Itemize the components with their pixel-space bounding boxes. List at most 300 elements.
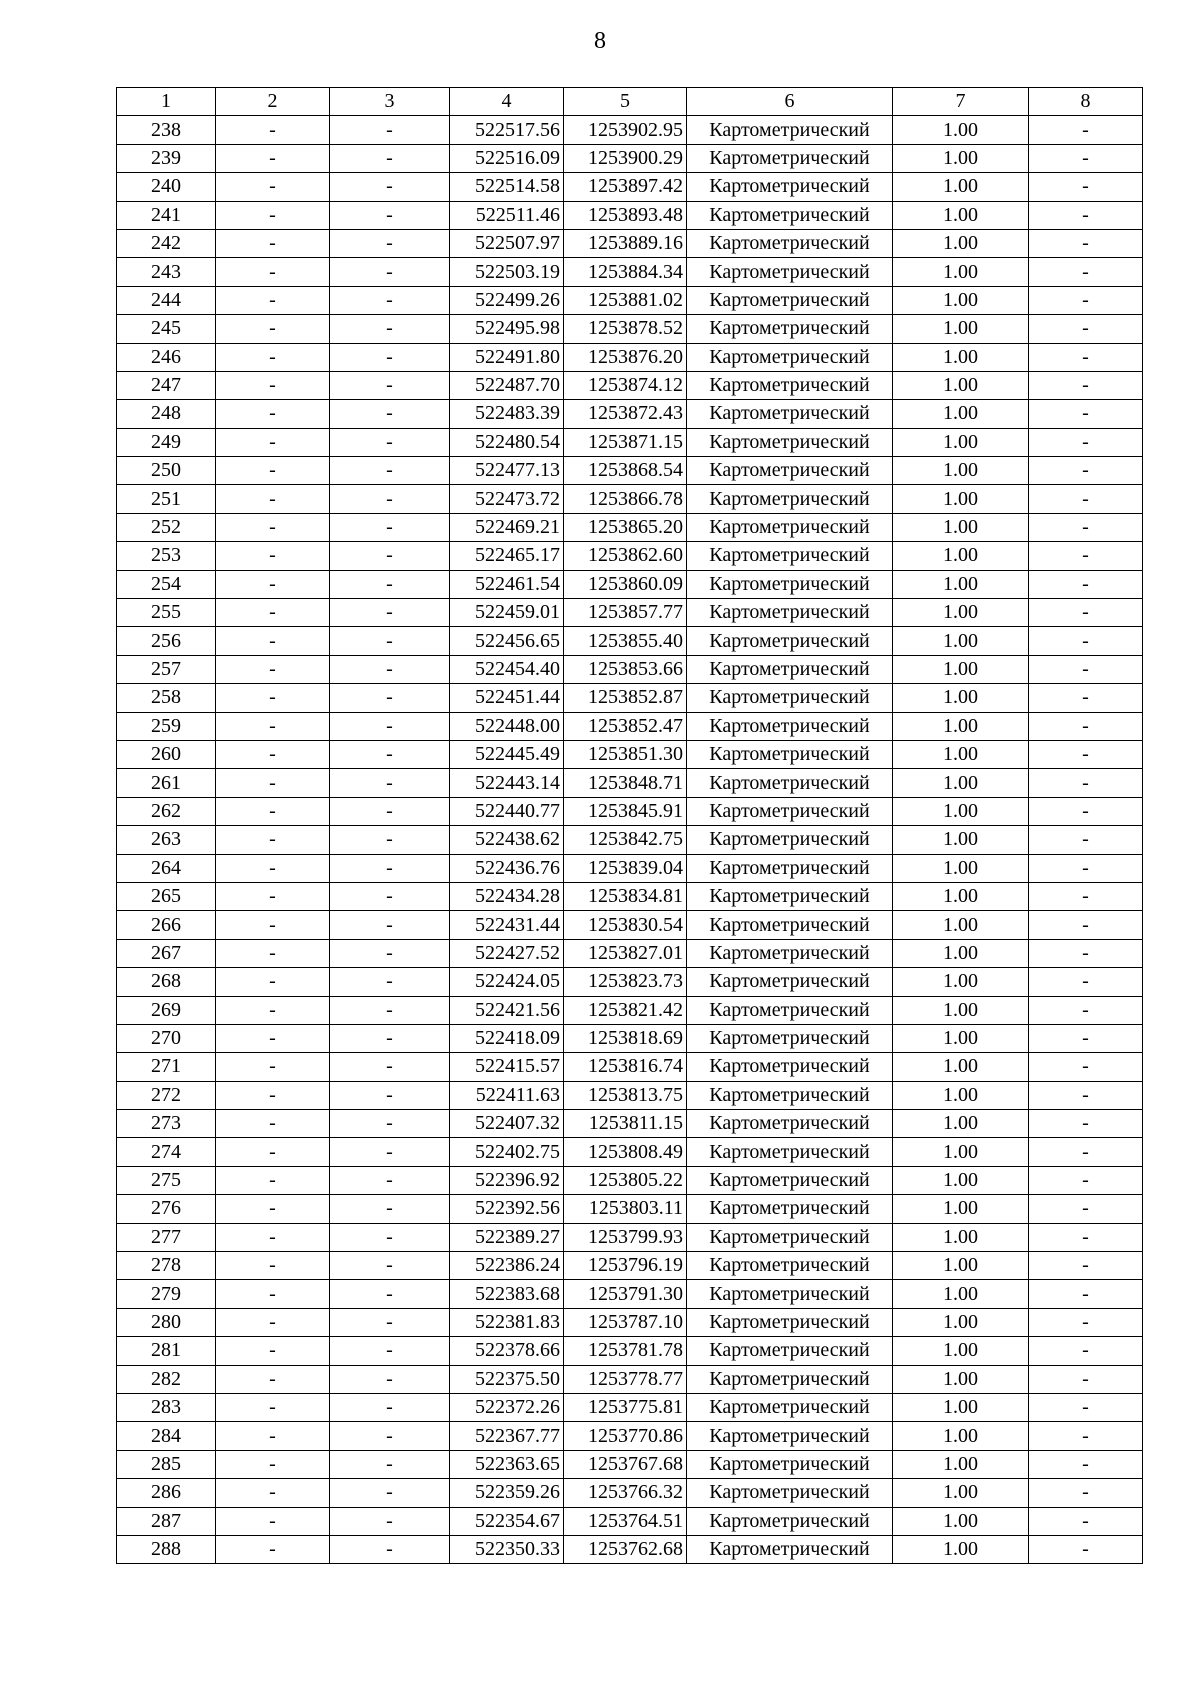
point-number-cell: 258 — [117, 684, 216, 712]
table-row — [117, 1223, 1143, 1251]
x-coordinate-cell: 522415.57 — [450, 1053, 564, 1081]
col2-cell: - — [216, 201, 330, 229]
table-row — [117, 201, 1143, 229]
y-coordinate-cell: 1253818.69 — [564, 1024, 687, 1052]
point-number-cell: 246 — [117, 343, 216, 371]
table-row — [117, 1337, 1143, 1365]
col2-cell: - — [216, 740, 330, 768]
y-coordinate-cell: 1253897.42 — [564, 173, 687, 201]
table-row — [117, 1422, 1143, 1450]
col3-cell: - — [330, 968, 450, 996]
method-cell: Картометрический — [687, 854, 893, 882]
accuracy-cell: 1.00 — [893, 655, 1029, 683]
y-coordinate-cell: 1253872.43 — [564, 400, 687, 428]
column-header-1: 1 — [117, 88, 216, 116]
accuracy-cell: 1.00 — [893, 315, 1029, 343]
accuracy-cell: 1.00 — [893, 826, 1029, 854]
col8-cell: - — [1029, 1535, 1143, 1563]
col2-cell: - — [216, 939, 330, 967]
point-number-cell: 240 — [117, 173, 216, 201]
method-cell: Картометрический — [687, 570, 893, 598]
y-coordinate-cell: 1253823.73 — [564, 968, 687, 996]
x-coordinate-cell: 522456.65 — [450, 627, 564, 655]
accuracy-cell: 1.00 — [893, 201, 1029, 229]
col8-cell: - — [1029, 968, 1143, 996]
table-row — [117, 1024, 1143, 1052]
accuracy-cell: 1.00 — [893, 173, 1029, 201]
y-coordinate-cell: 1253811.15 — [564, 1110, 687, 1138]
method-cell: Картометрический — [687, 400, 893, 428]
col3-cell: - — [330, 939, 450, 967]
method-cell: Картометрический — [687, 229, 893, 257]
col2-cell: - — [216, 542, 330, 570]
table-row — [117, 485, 1143, 513]
point-number-cell: 260 — [117, 740, 216, 768]
col2-cell: - — [216, 116, 330, 144]
col3-cell: - — [330, 542, 450, 570]
col3-cell: - — [330, 1252, 450, 1280]
col8-cell: - — [1029, 1138, 1143, 1166]
table-row — [117, 1280, 1143, 1308]
y-coordinate-cell: 1253852.47 — [564, 712, 687, 740]
point-number-cell: 275 — [117, 1166, 216, 1194]
table-row — [117, 400, 1143, 428]
accuracy-cell: 1.00 — [893, 968, 1029, 996]
y-coordinate-cell: 1253787.10 — [564, 1308, 687, 1336]
method-cell: Картометрический — [687, 315, 893, 343]
accuracy-cell: 1.00 — [893, 1393, 1029, 1421]
x-coordinate-cell: 522378.66 — [450, 1337, 564, 1365]
accuracy-cell: 1.00 — [893, 996, 1029, 1024]
col2-cell: - — [216, 258, 330, 286]
y-coordinate-cell: 1253766.32 — [564, 1479, 687, 1507]
point-number-cell: 278 — [117, 1252, 216, 1280]
col2-cell: - — [216, 1223, 330, 1251]
x-coordinate-cell: 522440.77 — [450, 797, 564, 825]
col2-cell: - — [216, 513, 330, 541]
method-cell: Картометрический — [687, 1138, 893, 1166]
x-coordinate-cell: 522383.68 — [450, 1280, 564, 1308]
table-row — [117, 1535, 1143, 1563]
table-row — [117, 1479, 1143, 1507]
y-coordinate-cell: 1253808.49 — [564, 1138, 687, 1166]
y-coordinate-cell: 1253853.66 — [564, 655, 687, 683]
col3-cell: - — [330, 684, 450, 712]
point-number-cell: 257 — [117, 655, 216, 683]
point-number-cell: 265 — [117, 882, 216, 910]
col3-cell: - — [330, 769, 450, 797]
point-number-cell: 281 — [117, 1337, 216, 1365]
method-cell: Картометрический — [687, 1479, 893, 1507]
col3-cell: - — [330, 400, 450, 428]
col3-cell: - — [330, 1138, 450, 1166]
x-coordinate-cell: 522443.14 — [450, 769, 564, 797]
col3-cell: - — [330, 258, 450, 286]
col8-cell: - — [1029, 1195, 1143, 1223]
x-coordinate-cell: 522389.27 — [450, 1223, 564, 1251]
table-row — [117, 996, 1143, 1024]
y-coordinate-cell: 1253796.19 — [564, 1252, 687, 1280]
method-cell: Картометрический — [687, 996, 893, 1024]
column-header-7: 7 — [893, 88, 1029, 116]
x-coordinate-cell: 522431.44 — [450, 911, 564, 939]
y-coordinate-cell: 1253857.77 — [564, 599, 687, 627]
method-cell: Картометрический — [687, 116, 893, 144]
col2-cell: - — [216, 1166, 330, 1194]
col8-cell: - — [1029, 173, 1143, 201]
x-coordinate-cell: 522418.09 — [450, 1024, 564, 1052]
method-cell: Картометрический — [687, 542, 893, 570]
x-coordinate-cell: 522461.54 — [450, 570, 564, 598]
table-row — [117, 428, 1143, 456]
method-cell: Картометрический — [687, 769, 893, 797]
y-coordinate-cell: 1253830.54 — [564, 911, 687, 939]
col2-cell: - — [216, 1195, 330, 1223]
x-coordinate-cell: 522473.72 — [450, 485, 564, 513]
table-row — [117, 286, 1143, 314]
x-coordinate-cell: 522381.83 — [450, 1308, 564, 1336]
table-row — [117, 797, 1143, 825]
col2-cell: - — [216, 712, 330, 740]
col8-cell: - — [1029, 1110, 1143, 1138]
table-row — [117, 684, 1143, 712]
col8-cell: - — [1029, 854, 1143, 882]
table-row — [117, 1110, 1143, 1138]
col2-cell: - — [216, 826, 330, 854]
point-number-cell: 269 — [117, 996, 216, 1024]
table-row — [117, 371, 1143, 399]
y-coordinate-cell: 1253834.81 — [564, 882, 687, 910]
method-cell: Картометрический — [687, 911, 893, 939]
table-row — [117, 116, 1143, 144]
accuracy-cell: 1.00 — [893, 1507, 1029, 1535]
col8-cell: - — [1029, 797, 1143, 825]
col8-cell: - — [1029, 1024, 1143, 1052]
col8-cell: - — [1029, 1308, 1143, 1336]
point-number-cell: 252 — [117, 513, 216, 541]
method-cell: Картометрический — [687, 343, 893, 371]
point-number-cell: 280 — [117, 1308, 216, 1336]
accuracy-cell: 1.00 — [893, 428, 1029, 456]
table-row — [117, 1393, 1143, 1421]
table-row — [117, 740, 1143, 768]
point-number-cell: 284 — [117, 1422, 216, 1450]
y-coordinate-cell: 1253848.71 — [564, 769, 687, 797]
point-number-cell: 250 — [117, 457, 216, 485]
table-row — [117, 939, 1143, 967]
table-row — [117, 457, 1143, 485]
x-coordinate-cell: 522495.98 — [450, 315, 564, 343]
col3-cell: - — [330, 655, 450, 683]
accuracy-cell: 1.00 — [893, 1422, 1029, 1450]
col3-cell: - — [330, 1308, 450, 1336]
y-coordinate-cell: 1253900.29 — [564, 144, 687, 172]
column-header-4: 4 — [450, 88, 564, 116]
col2-cell: - — [216, 485, 330, 513]
y-coordinate-cell: 1253855.40 — [564, 627, 687, 655]
col2-cell: - — [216, 570, 330, 598]
point-number-cell: 273 — [117, 1110, 216, 1138]
x-coordinate-cell: 522411.63 — [450, 1081, 564, 1109]
x-coordinate-cell: 522517.56 — [450, 116, 564, 144]
y-coordinate-cell: 1253799.93 — [564, 1223, 687, 1251]
col3-cell: - — [330, 428, 450, 456]
y-coordinate-cell: 1253878.52 — [564, 315, 687, 343]
col2-cell: - — [216, 1535, 330, 1563]
point-number-cell: 277 — [117, 1223, 216, 1251]
point-number-cell: 254 — [117, 570, 216, 598]
table-row — [117, 882, 1143, 910]
col2-cell: - — [216, 1024, 330, 1052]
col8-cell: - — [1029, 1450, 1143, 1478]
col8-cell: - — [1029, 1422, 1143, 1450]
col3-cell: - — [330, 1365, 450, 1393]
accuracy-cell: 1.00 — [893, 1024, 1029, 1052]
col2-cell: - — [216, 1365, 330, 1393]
y-coordinate-cell: 1253767.68 — [564, 1450, 687, 1478]
col8-cell: - — [1029, 343, 1143, 371]
accuracy-cell: 1.00 — [893, 1252, 1029, 1280]
point-number-cell: 271 — [117, 1053, 216, 1081]
col3-cell: - — [330, 599, 450, 627]
x-coordinate-cell: 522477.13 — [450, 457, 564, 485]
point-number-cell: 279 — [117, 1280, 216, 1308]
accuracy-cell: 1.00 — [893, 1166, 1029, 1194]
col3-cell: - — [330, 570, 450, 598]
accuracy-cell: 1.00 — [893, 769, 1029, 797]
table-row — [117, 144, 1143, 172]
point-number-cell: 242 — [117, 229, 216, 257]
table-row — [117, 343, 1143, 371]
table-row — [117, 627, 1143, 655]
table-row — [117, 542, 1143, 570]
x-coordinate-cell: 522469.21 — [450, 513, 564, 541]
x-coordinate-cell: 522451.44 — [450, 684, 564, 712]
accuracy-cell: 1.00 — [893, 513, 1029, 541]
method-cell: Картометрический — [687, 286, 893, 314]
method-cell: Картометрический — [687, 797, 893, 825]
col2-cell: - — [216, 1110, 330, 1138]
method-cell: Картометрический — [687, 1195, 893, 1223]
table-row — [117, 1166, 1143, 1194]
method-cell: Картометрический — [687, 1081, 893, 1109]
y-coordinate-cell: 1253889.16 — [564, 229, 687, 257]
accuracy-cell: 1.00 — [893, 542, 1029, 570]
point-number-cell: 266 — [117, 911, 216, 939]
x-coordinate-cell: 522386.24 — [450, 1252, 564, 1280]
col8-cell: - — [1029, 144, 1143, 172]
col8-cell: - — [1029, 286, 1143, 314]
y-coordinate-cell: 1253781.78 — [564, 1337, 687, 1365]
table-row — [117, 599, 1143, 627]
col2-cell: - — [216, 371, 330, 399]
table-row — [117, 258, 1143, 286]
y-coordinate-cell: 1253762.68 — [564, 1535, 687, 1563]
x-coordinate-cell: 522507.97 — [450, 229, 564, 257]
table-row — [117, 911, 1143, 939]
x-coordinate-cell: 522363.65 — [450, 1450, 564, 1478]
table-row — [117, 826, 1143, 854]
col3-cell: - — [330, 797, 450, 825]
page-number: 8 — [594, 28, 606, 54]
col2-cell: - — [216, 1422, 330, 1450]
accuracy-cell: 1.00 — [893, 627, 1029, 655]
table-row — [117, 712, 1143, 740]
point-number-cell: 267 — [117, 939, 216, 967]
accuracy-cell: 1.00 — [893, 599, 1029, 627]
x-coordinate-cell: 522396.92 — [450, 1166, 564, 1194]
table-row — [117, 1053, 1143, 1081]
x-coordinate-cell: 522491.80 — [450, 343, 564, 371]
method-cell: Картометрический — [687, 1422, 893, 1450]
x-coordinate-cell: 522372.26 — [450, 1393, 564, 1421]
col3-cell: - — [330, 513, 450, 541]
point-number-cell: 253 — [117, 542, 216, 570]
y-coordinate-cell: 1253813.75 — [564, 1081, 687, 1109]
col3-cell: - — [330, 1479, 450, 1507]
col2-cell: - — [216, 1138, 330, 1166]
x-coordinate-cell: 522480.54 — [450, 428, 564, 456]
col2-cell: - — [216, 1053, 330, 1081]
col3-cell: - — [330, 1450, 450, 1478]
point-number-cell: 268 — [117, 968, 216, 996]
accuracy-cell: 1.00 — [893, 485, 1029, 513]
table-row — [117, 1365, 1143, 1393]
point-number-cell: 259 — [117, 712, 216, 740]
col8-cell: - — [1029, 428, 1143, 456]
x-coordinate-cell: 522367.77 — [450, 1422, 564, 1450]
method-cell: Картометрический — [687, 428, 893, 456]
table-row — [117, 769, 1143, 797]
accuracy-cell: 1.00 — [893, 1110, 1029, 1138]
point-number-cell: 249 — [117, 428, 216, 456]
col8-cell: - — [1029, 1479, 1143, 1507]
table-row — [117, 854, 1143, 882]
method-cell: Картометрический — [687, 173, 893, 201]
y-coordinate-cell: 1253842.75 — [564, 826, 687, 854]
col3-cell: - — [330, 740, 450, 768]
y-coordinate-cell: 1253839.04 — [564, 854, 687, 882]
method-cell: Картометрический — [687, 1280, 893, 1308]
point-number-cell: 261 — [117, 769, 216, 797]
point-number-cell: 248 — [117, 400, 216, 428]
method-cell: Картометрический — [687, 968, 893, 996]
y-coordinate-cell: 1253805.22 — [564, 1166, 687, 1194]
col2-cell: - — [216, 1081, 330, 1109]
point-number-cell: 241 — [117, 201, 216, 229]
column-header-6: 6 — [687, 88, 893, 116]
accuracy-cell: 1.00 — [893, 1223, 1029, 1251]
col8-cell: - — [1029, 315, 1143, 343]
col8-cell: - — [1029, 400, 1143, 428]
col2-cell: - — [216, 684, 330, 712]
accuracy-cell: 1.00 — [893, 712, 1029, 740]
col3-cell: - — [330, 1535, 450, 1563]
y-coordinate-cell: 1253827.01 — [564, 939, 687, 967]
table-row — [117, 1308, 1143, 1336]
col2-cell: - — [216, 627, 330, 655]
method-cell: Картометрический — [687, 1393, 893, 1421]
point-number-cell: 285 — [117, 1450, 216, 1478]
method-cell: Картометрический — [687, 1110, 893, 1138]
col8-cell: - — [1029, 655, 1143, 683]
col2-cell: - — [216, 1450, 330, 1478]
col3-cell: - — [330, 286, 450, 314]
y-coordinate-cell: 1253775.81 — [564, 1393, 687, 1421]
accuracy-cell: 1.00 — [893, 911, 1029, 939]
point-number-cell: 287 — [117, 1507, 216, 1535]
col8-cell: - — [1029, 258, 1143, 286]
table-row — [117, 1195, 1143, 1223]
method-cell: Картометрический — [687, 1252, 893, 1280]
col3-cell: - — [330, 1280, 450, 1308]
method-cell: Картометрический — [687, 684, 893, 712]
point-number-cell: 282 — [117, 1365, 216, 1393]
x-coordinate-cell: 522402.75 — [450, 1138, 564, 1166]
col8-cell: - — [1029, 1166, 1143, 1194]
y-coordinate-cell: 1253845.91 — [564, 797, 687, 825]
col8-cell: - — [1029, 201, 1143, 229]
method-cell: Картометрический — [687, 513, 893, 541]
accuracy-cell: 1.00 — [893, 229, 1029, 257]
y-coordinate-cell: 1253865.20 — [564, 513, 687, 541]
y-coordinate-cell: 1253860.09 — [564, 570, 687, 598]
accuracy-cell: 1.00 — [893, 400, 1029, 428]
point-number-cell: 274 — [117, 1138, 216, 1166]
col2-cell: - — [216, 400, 330, 428]
accuracy-cell: 1.00 — [893, 343, 1029, 371]
col3-cell: - — [330, 627, 450, 655]
method-cell: Картометрический — [687, 826, 893, 854]
method-cell: Картометрический — [687, 1166, 893, 1194]
accuracy-cell: 1.00 — [893, 684, 1029, 712]
col2-cell: - — [216, 911, 330, 939]
method-cell: Картометрический — [687, 1053, 893, 1081]
x-coordinate-cell: 522514.58 — [450, 173, 564, 201]
y-coordinate-cell: 1253816.74 — [564, 1053, 687, 1081]
accuracy-cell: 1.00 — [893, 797, 1029, 825]
col8-cell: - — [1029, 116, 1143, 144]
col2-cell: - — [216, 457, 330, 485]
col3-cell: - — [330, 1337, 450, 1365]
method-cell: Картометрический — [687, 371, 893, 399]
point-number-cell: 272 — [117, 1081, 216, 1109]
col8-cell: - — [1029, 627, 1143, 655]
col3-cell: - — [330, 1393, 450, 1421]
y-coordinate-cell: 1253764.51 — [564, 1507, 687, 1535]
y-coordinate-cell: 1253866.78 — [564, 485, 687, 513]
method-cell: Картометрический — [687, 939, 893, 967]
column-header-3: 3 — [330, 88, 450, 116]
x-coordinate-cell: 522375.50 — [450, 1365, 564, 1393]
point-number-cell: 251 — [117, 485, 216, 513]
table-header-row — [117, 88, 1143, 116]
column-header-8: 8 — [1029, 88, 1143, 116]
x-coordinate-cell: 522392.56 — [450, 1195, 564, 1223]
y-coordinate-cell: 1253851.30 — [564, 740, 687, 768]
accuracy-cell: 1.00 — [893, 1479, 1029, 1507]
col8-cell: - — [1029, 229, 1143, 257]
accuracy-cell: 1.00 — [893, 1535, 1029, 1563]
accuracy-cell: 1.00 — [893, 1053, 1029, 1081]
col8-cell: - — [1029, 684, 1143, 712]
col3-cell: - — [330, 1053, 450, 1081]
col8-cell: - — [1029, 712, 1143, 740]
col8-cell: - — [1029, 1337, 1143, 1365]
point-number-cell: 238 — [117, 116, 216, 144]
col8-cell: - — [1029, 485, 1143, 513]
method-cell: Картометрический — [687, 457, 893, 485]
